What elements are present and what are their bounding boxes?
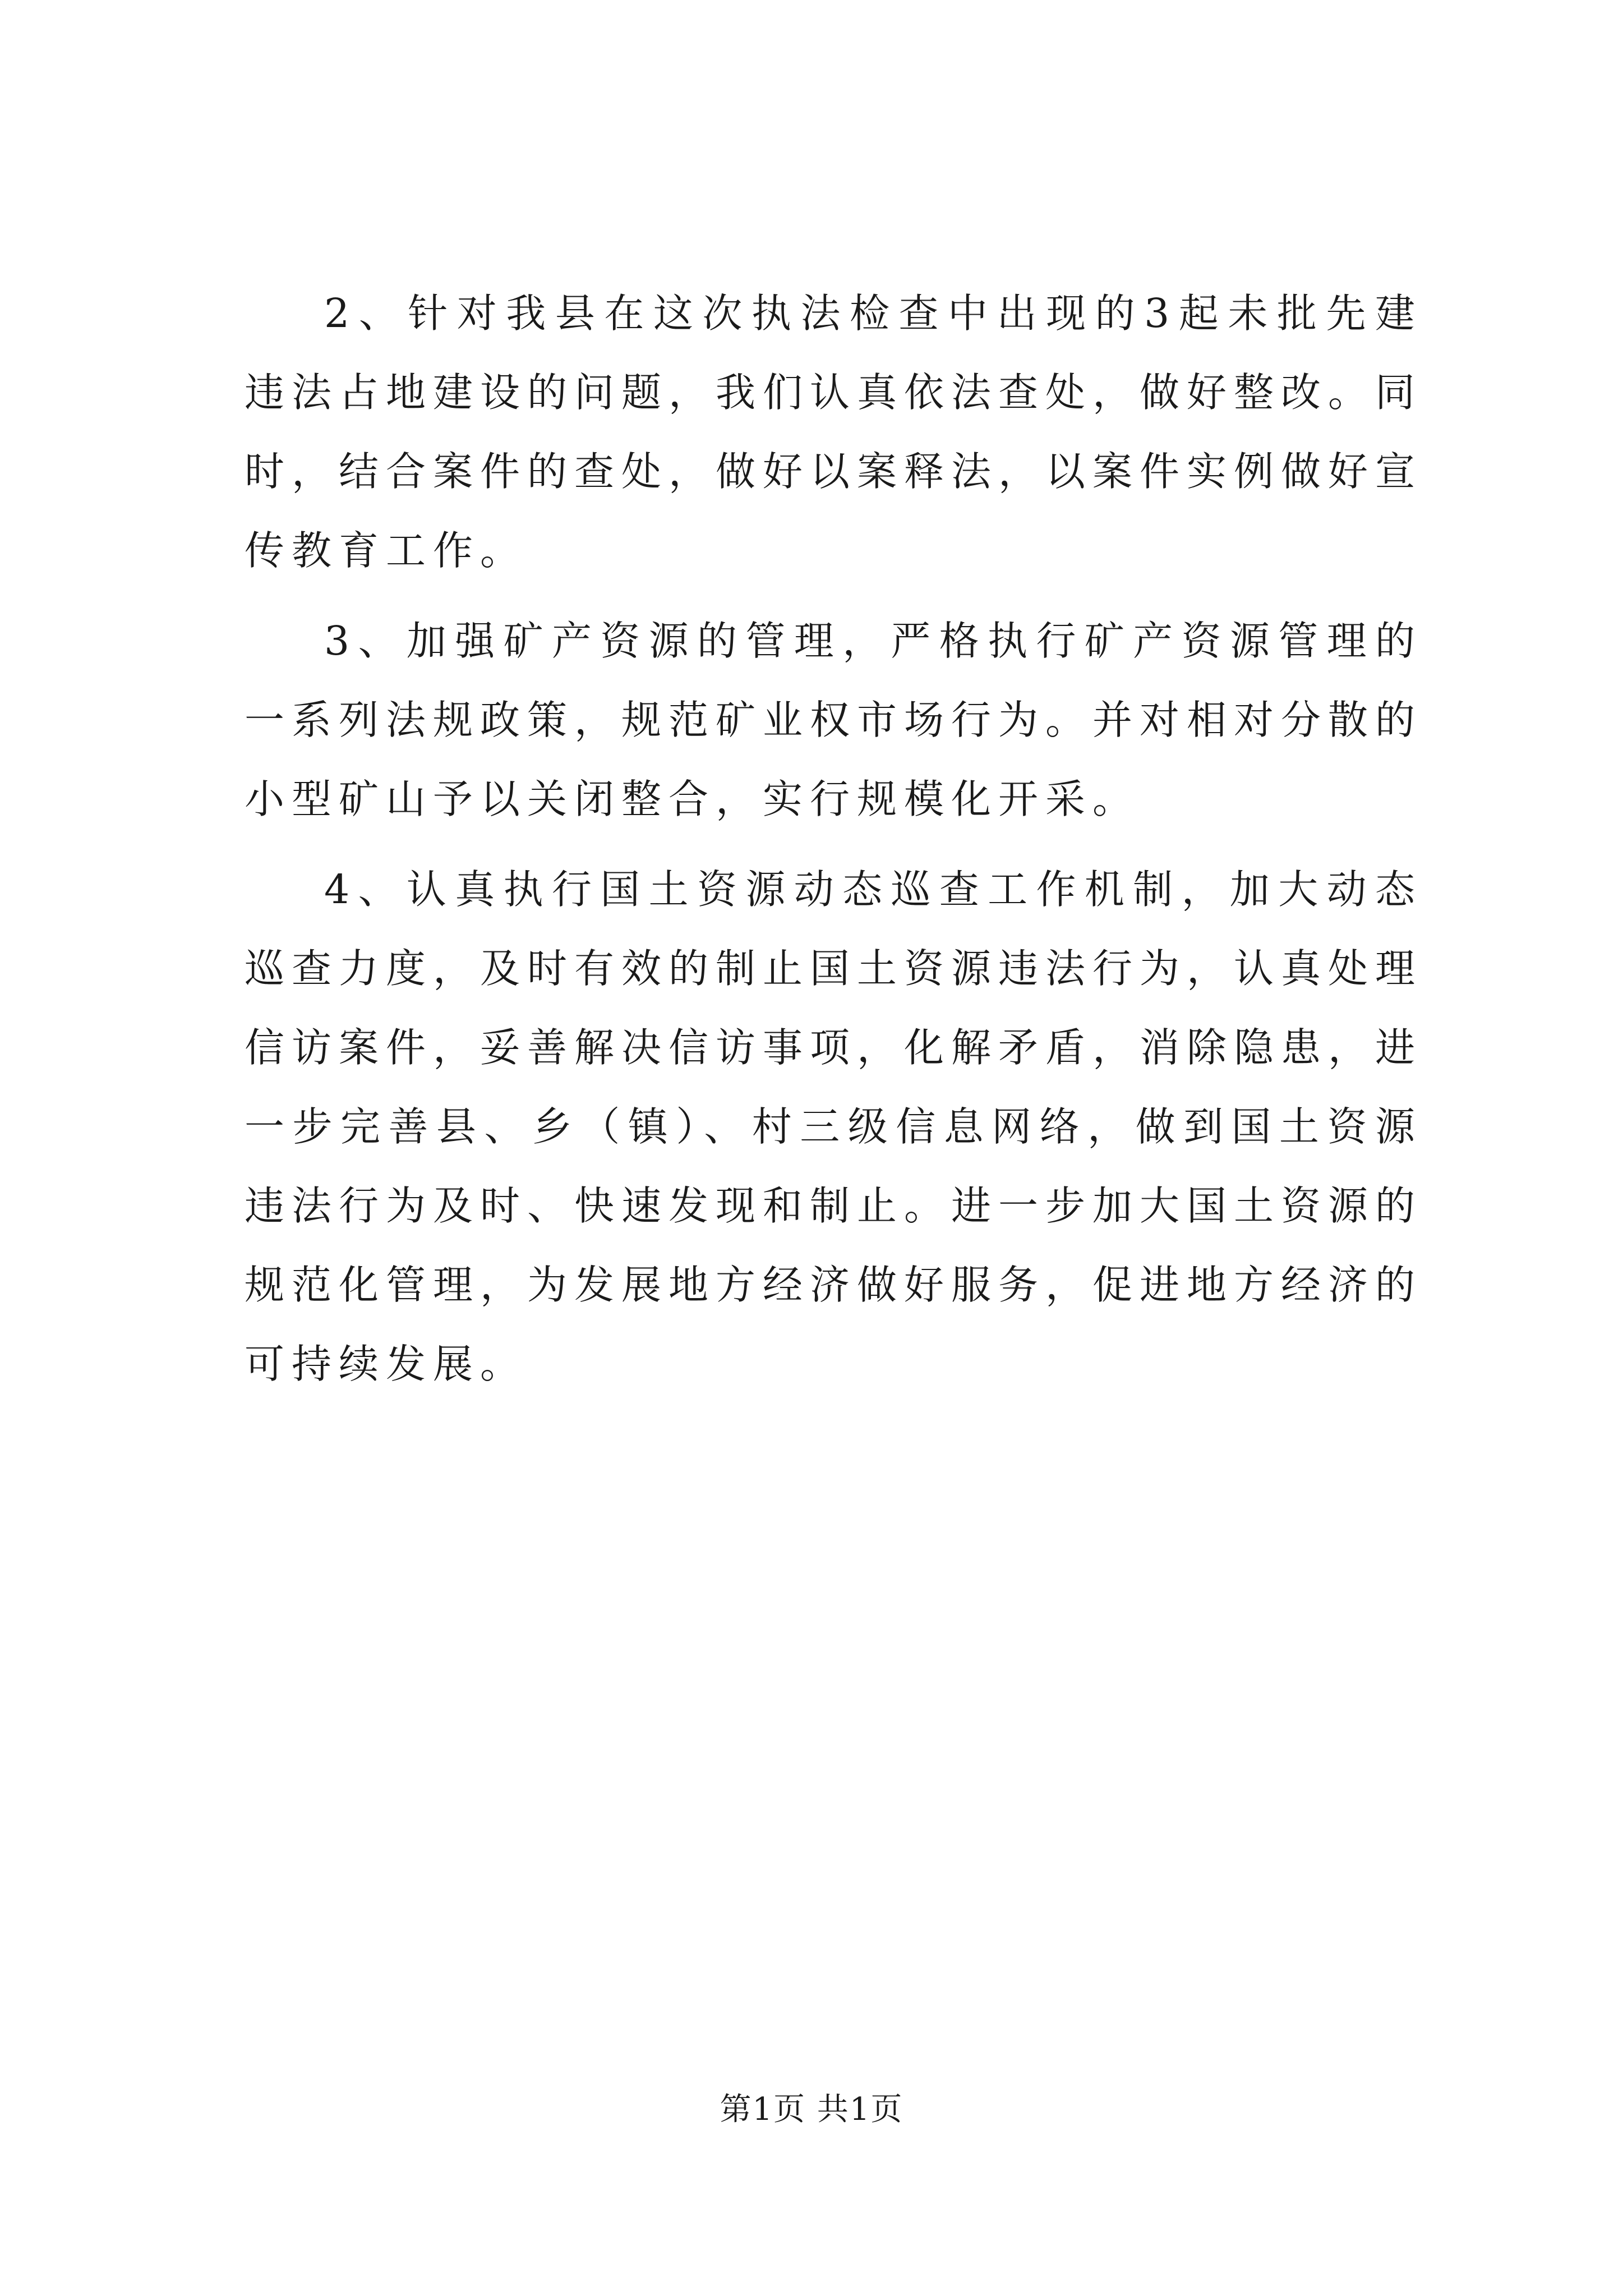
document-body: [245, 274, 1422, 1415]
paragraph-item-4: 4、认真执行国土资源动态巡查工作机制，加大动态巡查力度，及时有效的制止国土资源违法行为，认真处理信访案件，妥善解决信访事项，化解矛盾，消除隐患，进一步完善县、乡（镇）、村三级信息网络，做到国土资源违法行为及时、快速发现和制止。进一步加大国土资源的规范化管理，为发展地方经济做好服务，促进地方经济的可持续发展。: [245, 866, 1423, 1387]
paragraph-item-2: 2、针对我县在这次执法检查中出现的3起未批先建违法占地建设的问题，我们认真依法查处，做好整改。同时，结合案件的查处，做好以案释法，以案件实例做好宣传教育工作。: [245, 290, 1423, 574]
paragraph-item-3: 3、加强矿产资源的管理，严格执行矿产资源管理的一系列法规政策，规范矿业权市场行为。并对相对分散的小型矿山予以关闭整合，实行规模化开采。: [245, 618, 1423, 822]
page-footer: 第1页 共1页: [720, 2091, 903, 2128]
